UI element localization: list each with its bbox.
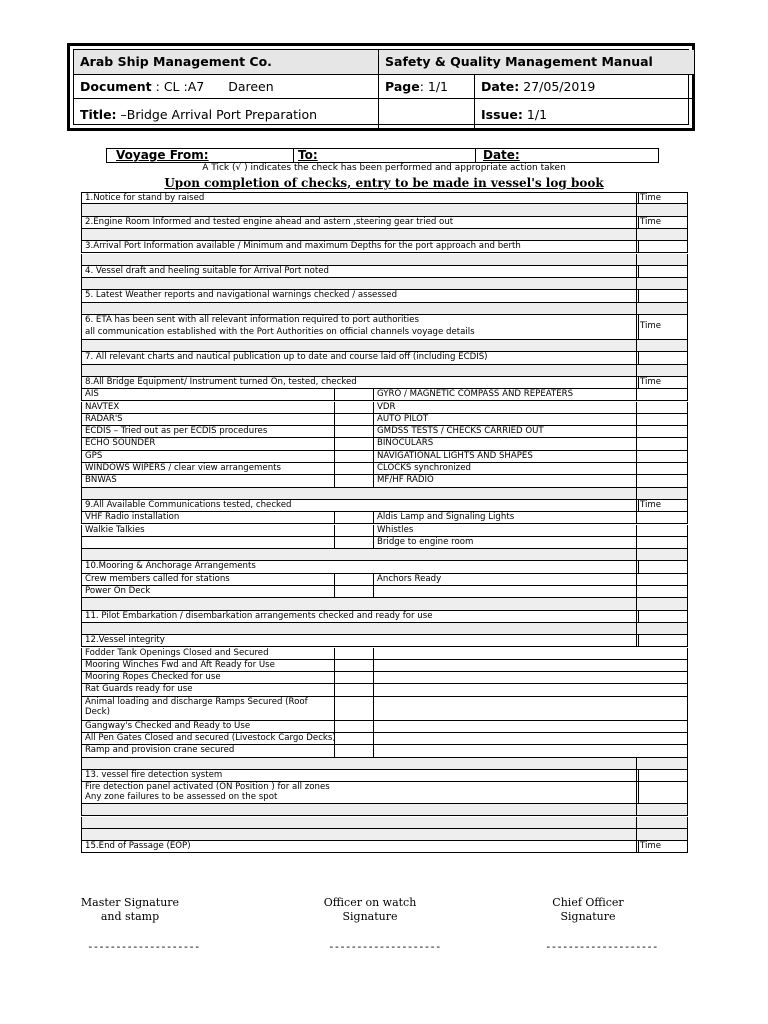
cell-text: 11. Pilot Embarkation / disembarkation arrangements checked and ready for use — [85, 610, 433, 621]
cell-text: Power On Deck — [85, 586, 151, 596]
tick-cell — [334, 537, 373, 549]
equipment-item — [373, 463, 636, 475]
spacer-cell — [636, 204, 688, 216]
integrity-row — [81, 733, 688, 745]
time-value-cell — [638, 782, 688, 804]
check-item — [81, 193, 636, 204]
tick-cell — [334, 525, 373, 537]
check-row-10 — [81, 561, 688, 573]
cell-text: AUTO PILOT — [377, 413, 429, 424]
tick-cell — [334, 574, 373, 586]
equipment-item — [81, 451, 334, 463]
cell-text: GYRO / MAGNETIC COMPASS AND REPEATERS — [377, 389, 574, 400]
check-row-6 — [81, 315, 688, 340]
cell-text: NAVIGATIONAL LIGHTS AND SHAPES — [377, 450, 533, 461]
cell-text: MF/HF RADIO — [377, 475, 434, 486]
tick-cell — [636, 574, 688, 586]
spacer-row — [81, 817, 688, 829]
equipment-row — [81, 525, 688, 537]
remarks-cell — [373, 648, 688, 660]
cell-text: AIS — [85, 389, 99, 400]
spacer-row — [81, 278, 688, 290]
spacer-cell — [636, 303, 688, 315]
tick-note: A Tick (√ ) indicates the check has been performed and appropriate action taken — [202, 163, 566, 173]
cell-text: Gangway's Checked and Ready to Use — [85, 720, 251, 731]
cell-text: Ramp and provision crane secured — [85, 745, 235, 756]
tick-cell — [636, 525, 688, 537]
cell-text: BNWAS — [85, 475, 117, 486]
time-cell: Time — [636, 315, 640, 340]
spacer-cell — [81, 365, 636, 377]
spacer-cell — [81, 204, 636, 216]
integrity-row — [81, 697, 688, 721]
spacer-cell — [81, 817, 636, 829]
cell-text: All Pen Gates Closed and secured (Livestock Cargo Decks) — [85, 733, 336, 743]
equipment-item — [81, 438, 334, 450]
cell-text: Rat Guards ready for use — [85, 684, 193, 695]
check-row-8 — [81, 377, 688, 389]
check-row-11 — [81, 611, 688, 623]
check-row-5 — [81, 290, 688, 302]
equipment-item — [81, 426, 334, 438]
time-value-cell — [638, 377, 688, 389]
spacer-cell — [81, 623, 636, 635]
cell-text: Mooring Ropes Checked for use — [85, 672, 221, 683]
cell-text: Aldis Lamp and Signaling Lights — [377, 512, 515, 523]
integrity-row — [81, 660, 688, 672]
integrity-item — [81, 721, 334, 733]
equipment-row — [81, 512, 688, 524]
integrity-row — [81, 745, 688, 757]
voyage-from-label: Voyage From: — [116, 148, 209, 162]
equipment-item — [81, 475, 334, 487]
officer-signature-line: -------------------- — [328, 940, 441, 953]
equipment-item — [373, 574, 636, 586]
chief-signature-line: -------------------- — [545, 940, 658, 953]
time-cell: Time — [636, 193, 640, 204]
cell-text: 13. vessel fire detection system — [85, 769, 223, 780]
company-name: Arab Ship Management Co. — [74, 50, 378, 74]
spacer-row — [81, 804, 688, 816]
equipment-item — [373, 402, 636, 414]
cell-text: 8.All Bridge Equipment/ Instrument turned On, tested, checked — [85, 376, 357, 387]
document-ref: Document : CL :A7 Dareen — [80, 78, 274, 94]
officer-signature: Officer on watch Signature — [323, 896, 417, 923]
cell-text: VHF Radio installation — [85, 512, 180, 523]
tick-cell — [636, 586, 688, 598]
spacer-cell — [636, 758, 688, 770]
spacer-cell — [81, 229, 636, 241]
time-value-cell — [638, 500, 688, 512]
spacer-row — [81, 488, 688, 500]
equipment-row — [81, 537, 688, 549]
cell-text: Fire detection panel activated (ON Position ) for all zones — [85, 782, 330, 793]
time-value-cell — [638, 841, 688, 853]
document-date: Date: 27/05/2019 — [481, 78, 596, 94]
equipment-item — [373, 389, 636, 401]
equipment-row — [81, 438, 688, 450]
cell-text: all communication established with the Port Authorities on official channels voyage details — [85, 327, 475, 337]
tick-cell — [636, 451, 688, 463]
tick-cell — [334, 438, 373, 450]
voyage-to-label: To: — [298, 148, 318, 162]
spacer-cell — [81, 303, 636, 315]
check-row-9 — [81, 500, 688, 512]
equipment-item — [373, 414, 636, 426]
spacer-cell — [636, 488, 688, 500]
tick-cell — [334, 684, 373, 696]
spacer-cell — [81, 804, 636, 816]
tick-cell — [334, 512, 373, 524]
check-item — [81, 352, 636, 364]
check-item — [81, 635, 636, 647]
fire-detection-row — [81, 782, 688, 804]
check-row-15 — [81, 841, 688, 853]
equipment-item — [373, 537, 636, 549]
remarks-cell — [373, 672, 688, 684]
cell-text: Fodder Tank Openings Closed and Secured — [85, 647, 269, 658]
tick-cell — [334, 648, 373, 660]
spacer-cell — [636, 817, 688, 829]
cell-text: ECHO SOUNDER — [85, 438, 156, 449]
cell-text: Mooring Winches Fwd and Aft Ready for Use — [85, 659, 275, 670]
spacer-row — [81, 340, 688, 352]
check-item — [81, 841, 636, 853]
spacer-cell — [636, 804, 688, 816]
cell-text: 5. Latest Weather reports and navigational warnings checked / assessed — [85, 290, 398, 301]
check-item — [81, 266, 636, 278]
spacer-cell — [81, 254, 636, 266]
check-row-13 — [81, 770, 688, 782]
cell-text: BINOCULARS — [377, 438, 434, 449]
cell-text: 2.Engine Room Informed and tested engine ahead and astern ,steering gear tried out — [85, 216, 454, 227]
spacer-cell — [81, 758, 636, 770]
cell-text: Animal loading and discharge Ramps Secured (Roof Deck) — [85, 696, 308, 717]
manual-title: Safety & Quality Management Manual — [379, 50, 694, 74]
spacer-cell — [636, 549, 688, 561]
time-cell: Time — [636, 217, 640, 229]
tick-cell — [334, 414, 373, 426]
integrity-item — [81, 745, 334, 757]
cell-text: 10.Mooring & Anchorage Arrangements — [85, 561, 256, 572]
equipment-item — [373, 475, 636, 487]
equipment-item — [81, 463, 334, 475]
equipment-item — [81, 525, 334, 537]
document-title: Title: –Bridge Arrival Port Preparation — [80, 106, 318, 122]
remarks-cell — [373, 697, 688, 721]
check-row-4 — [81, 266, 688, 278]
spacer-row — [81, 254, 688, 266]
voyage-bar — [106, 148, 659, 163]
equipment-item — [373, 586, 636, 598]
spacer-row — [81, 229, 688, 241]
integrity-item — [81, 648, 334, 660]
tick-cell — [636, 512, 688, 524]
equipment-row — [81, 402, 688, 414]
cell-text: Crew members called for stations — [85, 573, 230, 584]
tick-cell — [334, 389, 373, 401]
time-cell: Time — [636, 841, 640, 853]
cell-text: Any zone failures to be assessed on the spot — [85, 792, 278, 803]
spacer-cell — [636, 340, 688, 352]
cell-text: 1.Notice for stand by raised — [85, 193, 205, 203]
spacer-row — [81, 204, 688, 216]
check-item — [81, 217, 636, 229]
equipment-row — [81, 586, 688, 598]
equipment-item — [373, 525, 636, 537]
check-item — [81, 611, 636, 623]
time-value-cell — [638, 266, 688, 278]
integrity-item — [81, 672, 334, 684]
spacer-cell — [81, 278, 636, 290]
tick-cell — [636, 414, 688, 426]
cell-text: Whistles — [377, 524, 414, 535]
spacer-row — [81, 758, 688, 770]
spacer-cell — [636, 365, 688, 377]
spacer-cell — [81, 598, 636, 610]
header-inner-frame — [73, 49, 689, 125]
equipment-item — [81, 389, 334, 401]
equipment-item — [373, 451, 636, 463]
check-row-2 — [81, 217, 688, 229]
tick-cell — [334, 745, 373, 757]
time-value-cell — [638, 561, 688, 573]
cell-text: GPS — [85, 450, 103, 461]
voyage-date-label: Date: — [483, 148, 520, 162]
cell-text: Bridge to engine room — [377, 536, 474, 547]
tick-cell — [636, 475, 688, 487]
time-cell: Time — [636, 377, 640, 389]
equipment-row — [81, 451, 688, 463]
integrity-item — [81, 733, 334, 745]
cell-text: ECDIS – Tried out as per ECDIS procedures — [85, 426, 268, 437]
spacer-row — [81, 623, 688, 635]
spacer-cell — [636, 254, 688, 266]
check-item — [81, 782, 636, 804]
tick-cell — [334, 402, 373, 414]
check-item — [81, 561, 636, 573]
master-signature-line: -------------------- — [87, 940, 200, 953]
time-value-cell — [638, 611, 688, 623]
cell-text: 3.Arrival Port Information available / Minimum and maximum Depths for the port approach and berth — [85, 241, 521, 252]
time-value-cell — [638, 217, 688, 229]
spacer-cell — [81, 549, 636, 561]
check-item — [81, 377, 636, 389]
spacer-row — [81, 598, 688, 610]
tick-cell — [334, 697, 373, 721]
integrity-row — [81, 648, 688, 660]
tick-cell — [334, 475, 373, 487]
spacer-row — [81, 303, 688, 315]
cell-text: 9.All Available Communications tested, checked — [85, 499, 292, 510]
check-row-3 — [81, 241, 688, 253]
tick-cell — [636, 438, 688, 450]
integrity-row — [81, 721, 688, 733]
integrity-row — [81, 684, 688, 696]
tick-cell — [636, 537, 688, 549]
master-signature: Master Signature and stamp — [80, 896, 180, 923]
time-cell: Time — [636, 500, 640, 512]
integrity-item — [81, 660, 334, 672]
tick-cell — [334, 660, 373, 672]
spacer-row — [81, 829, 688, 841]
spacer-cell — [636, 278, 688, 290]
check-item — [81, 315, 636, 340]
document-header — [67, 43, 695, 131]
cell-text: Anchors Ready — [377, 573, 442, 584]
equipment-item — [81, 512, 334, 524]
equipment-item — [81, 586, 334, 598]
spacer-row — [81, 365, 688, 377]
tick-cell — [334, 463, 373, 475]
time-value-cell — [638, 315, 688, 340]
cell-text: 4. Vessel draft and heeling suitable for Arrival Port noted — [85, 265, 329, 276]
tick-cell — [636, 389, 688, 401]
check-item — [81, 241, 636, 253]
check-row-7 — [81, 352, 688, 364]
tick-cell — [334, 733, 373, 745]
spacer-cell — [81, 829, 636, 841]
spacer-row — [81, 549, 688, 561]
check-item — [81, 290, 636, 302]
spacer-cell — [636, 598, 688, 610]
cell-text: 7. All relevant charts and nautical publication up to date and course laid off (including ECDIS) — [85, 352, 488, 363]
time-value-cell — [638, 635, 688, 647]
tick-cell — [334, 586, 373, 598]
spacer-cell — [636, 229, 688, 241]
remarks-cell — [373, 745, 688, 757]
equipment-row — [81, 426, 688, 438]
tick-cell — [636, 426, 688, 438]
cell-text: WINDOWS WIPERS / clear view arrangements — [85, 463, 281, 473]
time-value-cell — [638, 290, 688, 302]
tick-cell — [334, 426, 373, 438]
tick-cell — [334, 721, 373, 733]
check-row-12 — [81, 635, 688, 647]
cell-text: 12.Vessel integrity — [85, 635, 165, 646]
cell-text: RADAR'S — [85, 413, 123, 424]
time-value-cell — [638, 770, 688, 782]
cell-text: Walkie Talkies — [85, 524, 145, 535]
tick-cell — [636, 463, 688, 475]
tick-cell — [334, 451, 373, 463]
equipment-item — [81, 414, 334, 426]
integrity-row — [81, 672, 688, 684]
equipment-row — [81, 389, 688, 401]
cell-text: VDR — [377, 401, 396, 412]
tick-cell — [334, 672, 373, 684]
remarks-cell — [373, 660, 688, 672]
spacer-cell — [636, 623, 688, 635]
log-book-title: Upon completion of checks, entry to be made in vessel's log book — [164, 176, 604, 190]
integrity-item — [81, 697, 334, 721]
cell-text: 15.End of Passage (EOP) — [85, 841, 191, 852]
time-value-cell — [638, 193, 688, 204]
equipment-row — [81, 414, 688, 426]
equipment-item — [81, 402, 334, 414]
check-item — [81, 770, 636, 782]
equipment-item — [81, 537, 334, 549]
remarks-cell — [373, 684, 688, 696]
cell-text: NAVTEX — [85, 401, 120, 412]
cell-text: 6. ETA has been sent with all relevant information required to port authorities — [85, 315, 419, 325]
remarks-cell — [373, 733, 688, 745]
issue-number: Issue: 1/1 — [481, 106, 548, 122]
equipment-item — [373, 426, 636, 438]
check-row-1 — [81, 192, 688, 204]
equipment-row — [81, 463, 688, 475]
equipment-item — [373, 438, 636, 450]
cell-text: CLOCKS synchronized — [377, 463, 471, 473]
integrity-item — [81, 684, 334, 696]
spacer-cell — [636, 829, 688, 841]
cell-text: GMDSS TESTS / CHECKS CARRIED OUT — [377, 426, 544, 437]
equipment-item — [373, 512, 636, 524]
spacer-cell — [81, 340, 636, 352]
tick-cell — [636, 402, 688, 414]
spacer-cell — [81, 488, 636, 500]
equipment-item — [81, 574, 334, 586]
page-number: Page : 1/1 — [385, 78, 448, 94]
remarks-cell — [373, 721, 688, 733]
check-item — [81, 500, 636, 512]
equipment-row — [81, 574, 688, 586]
chief-officer-signature: Chief Officer Signature — [552, 896, 624, 923]
time-value-cell — [638, 352, 688, 364]
time-value-cell — [638, 241, 688, 253]
equipment-row — [81, 475, 688, 487]
